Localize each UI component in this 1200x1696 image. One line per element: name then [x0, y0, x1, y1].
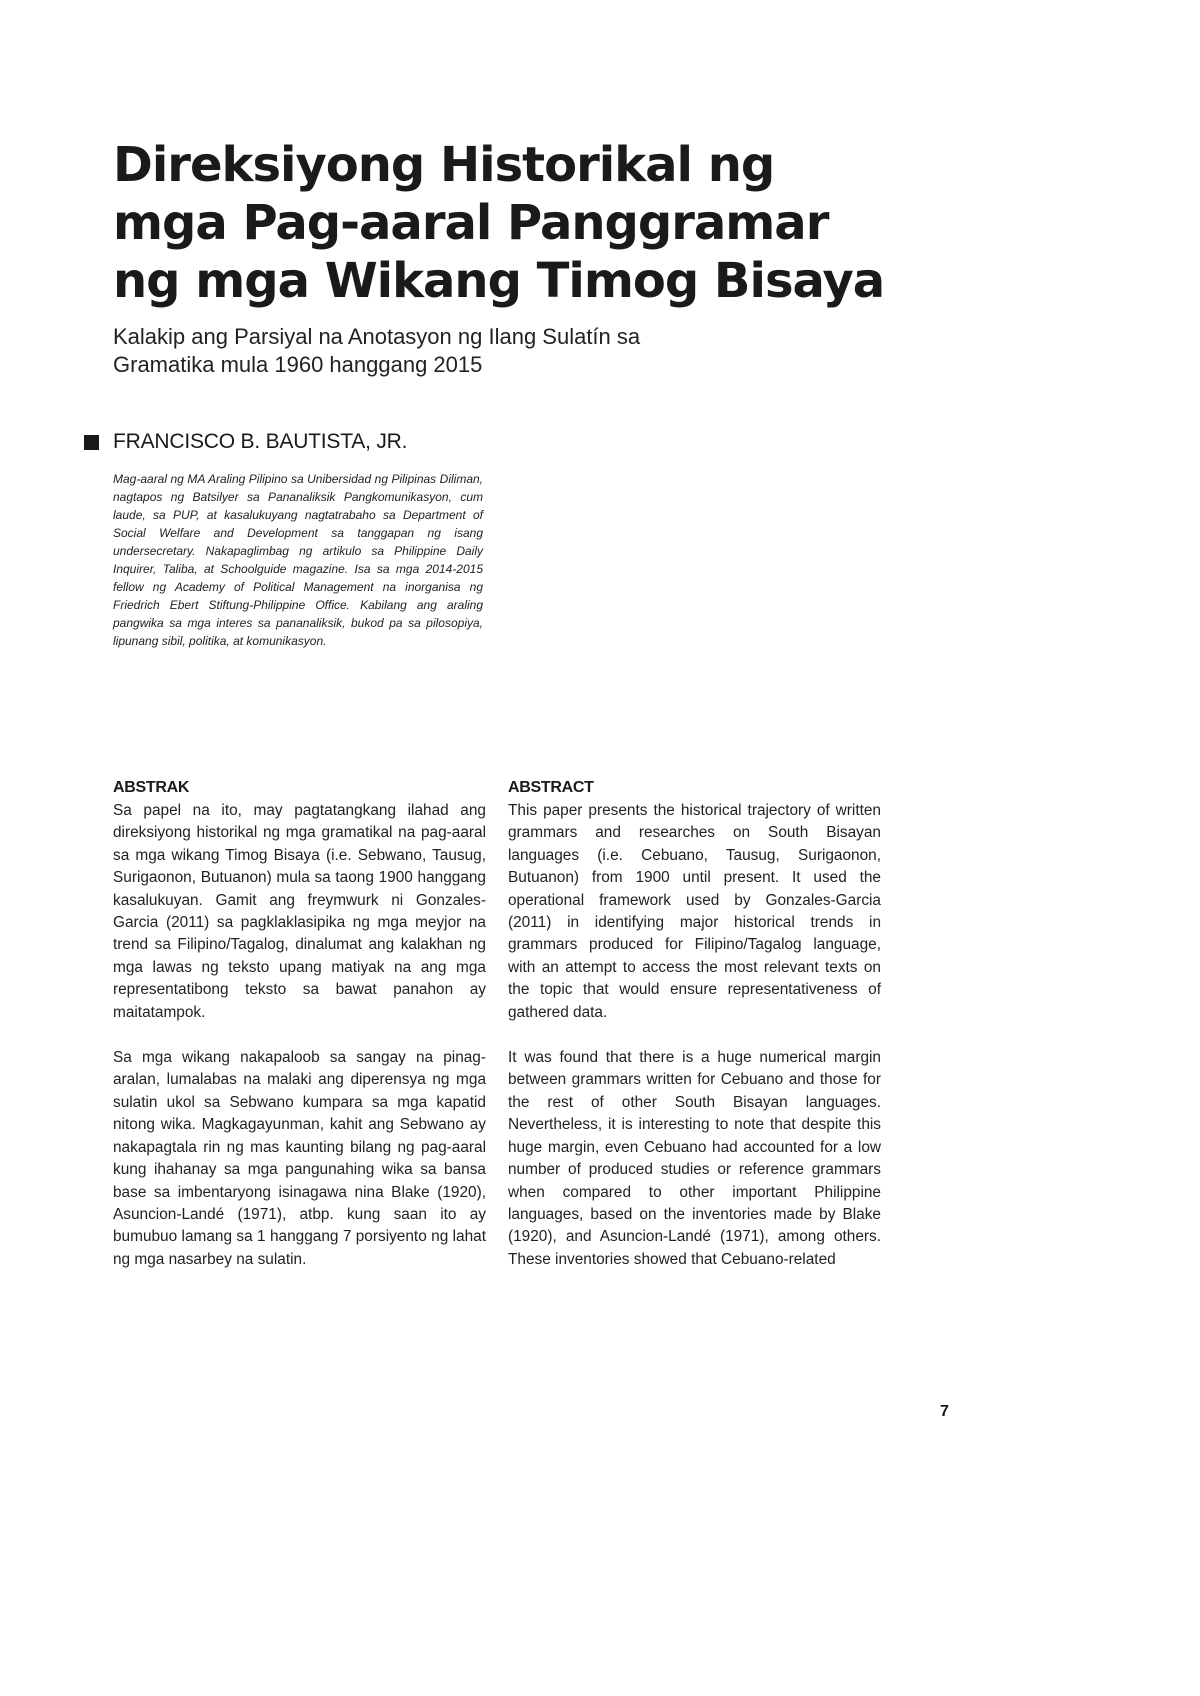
- abstract-paragraph: This paper presents the historical trajectory of written grammars and researches on South Bisayan languages (i.e. Cebuano, Tausug, Surigaonon, Butuanon) from 1900 until present. It used the operational framework used by Gonzales-Garcia (2011) in identifying major historical trends in grammars produced for Filipino/Tagalog language, with an attempt to access the most relevant texts on the topic that would ensure representativeness of gathered data.: [508, 802, 881, 1021]
- author-name: FRANCISCO B. BAUTISTA, JR.: [113, 430, 408, 453]
- author-bio: Mag-aaral ng MA Araling Pilipino sa Unibersidad ng Pilipinas Diliman, nagtapos ng Batsilyer sa Pananaliksik Pangkomunikasyon, cum laude, sa PUP, at kasalukuyang nagtatrabaho sa Department of Social Welfare and Development sa tanggapan ng isang undersecretary. Nakapaglimbag ng artikulo sa Philippine Daily Inquirer, Taliba, at Schoolguide magazine. Isa sa mga 2014-2015 fellow ng Academy of Political Management na inorganisa ng Friedrich Ebert Stiftung-Philippine Office. Kabilang ang araling pangwika sa mga interes sa pananaliksik, bukod pa sa pilosopiya, lipunang sibil, politika, at komunikasyon.: [113, 472, 483, 648]
- article-title: [113, 136, 933, 310]
- abstract-heading: ABSTRACT: [508, 779, 594, 796]
- author-byline: [84, 428, 407, 456]
- title-line: mga Pag-aaral Panggramar: [113, 195, 829, 251]
- subtitle-line: Kalakip ang Parsiyal na Anotasyon ng Ilang Sulatín sa: [113, 324, 641, 349]
- abstrak-heading: ABSTRAK: [113, 779, 190, 796]
- title-line: Direksiyong Historikal ng: [113, 137, 775, 193]
- square-bullet-icon: [84, 435, 99, 450]
- title-line: ng mga Wikang Timog Bisaya: [113, 253, 885, 309]
- abstrak-paragraph: Sa papel na ito, may pagtatangkang ilahad ang direksiyong historikal ng mga gramatikal na pag-aaral sa mga wikang Timog Bisaya (i.e. Sebwano, Tausug, Surigaonon, Butuanon) mula sa taong 1900 hanggang kasalukuyan. Gamit ang freymwurk ni Gonzales-Garcia (2011) sa pagklaklasipika ng mga meyjor na trend sa Filipino/Tagalog, dinalumat ang kalakhan ng mga lawas ng teksto upang matiyak na ang mga representatibong teksto sa bawat panahon ay maitatampok.: [113, 802, 486, 1021]
- subtitle-line: Gramatika mula 1960 hanggang 2015: [113, 352, 483, 377]
- abstract-column: [508, 778, 881, 1294]
- abstrak-paragraph: Sa mga wikang nakapaloob sa sangay na pinag-aralan, lumalabas na malaki ang diperensya ng mga sulatin ukol sa Sebwano kumpara sa mga kapatid nitong wika. Magkagayunman, kahit ang Sebwano ay nakapagtala rin ng mas kaunting bilang ng pag-aaral kung ihahanay sa mga pangunahing wika sa bansa base sa imbentaryong isinagawa nina Blake (1920), Asuncion-Landé (1971), atbp. kung saan ito ay bumubuo lamang sa 1 hanggang 7 porsiyento ng lahat ng mga nasarbey na sulatin.: [113, 1049, 486, 1268]
- page-number: 7: [940, 1403, 949, 1420]
- abstract-paragraph: It was found that there is a huge numerical margin between grammars written for Cebuano and those for the rest of other South Bisayan languages. Nevertheless, it is interesting to note that despite this huge margin, even Cebuano had accounted for a low number of produced studies or reference grammars when compared to other important Philippine languages, based on the inventories made by Blake (1920), and Asuncion-Landé (1971), among others. These inventories showed that Cebuano-related: [508, 1049, 881, 1268]
- abstrak-column: [113, 778, 486, 1294]
- article-subtitle: [113, 323, 873, 379]
